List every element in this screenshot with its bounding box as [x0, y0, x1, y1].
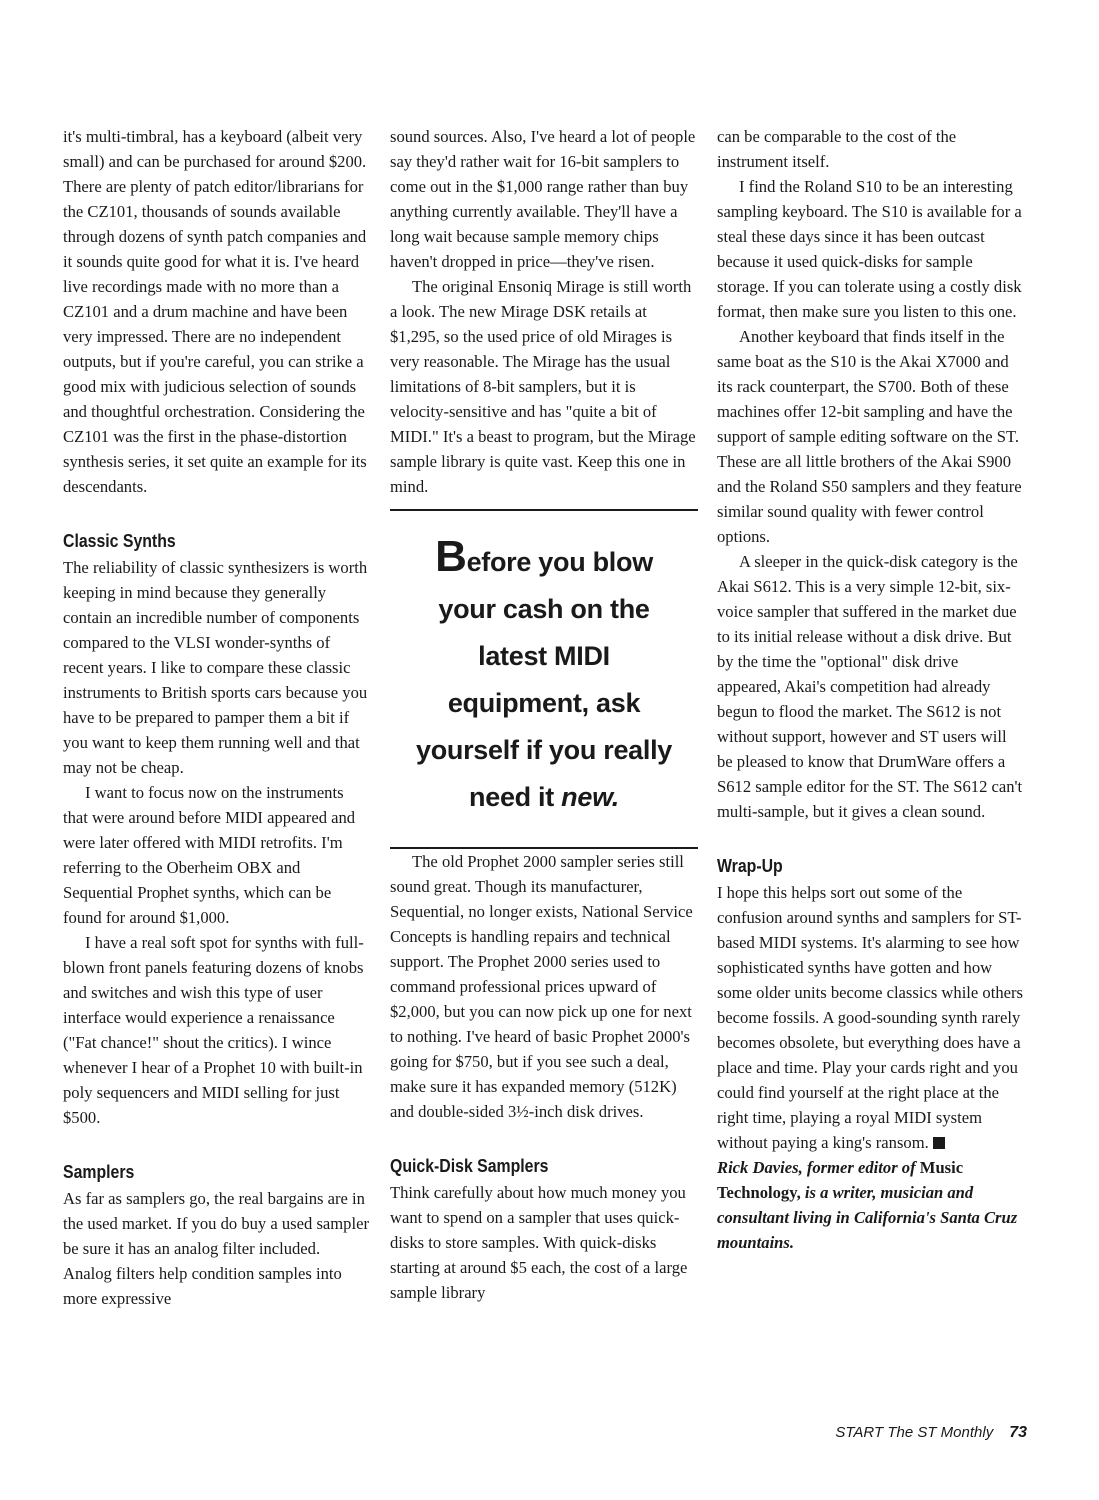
pull-quote-line: efore you blow [466, 547, 653, 577]
paragraph: sound sources. Also, I've heard a lot of people say they'd rather wait for 16-bit samplers to come out in the $1,000 range rather than buy anything currently available. They'll have a long wait because sample memory chips haven't dropped in price—they've risen. [390, 127, 696, 271]
paragraph: As far as samplers go, the real bargains are in the used market. If you do buy a used sampler be sure it has an analog filter included. Analog filters help condition samples into more expressive [63, 1189, 369, 1308]
column-2 [390, 124, 698, 1305]
section-heading-samplers: Samplers [63, 1162, 135, 1182]
paragraph: can be comparable to the cost of the instrument itself. [717, 127, 957, 171]
paragraph: A sleeper in the quick-disk category is the Akai S612. This is a very simple 12-bit, six-voice sampler that suffered in the market due to its initial release without a disk drive. But by the time the "optional" disk drive appeared, Akai's competition had already begun to flood the market. The S612 is not without support, however and ST users will be pleased to know that DrumWare offers a S612 sample editor for the ST. The S612 can't multi-sample, but it gives a clean sound. [717, 552, 1023, 821]
pull-quote-emphasis: new. [561, 782, 619, 812]
publication-name: START The ST Monthly [835, 1424, 994, 1441]
author-bio-text: is a writer, musician and consultant living in California's Santa Cruz mountains. [717, 1183, 1018, 1252]
pull-quote-line: your cash on the [438, 594, 650, 624]
section-heading-wrap-up: Wrap-Up [717, 856, 783, 876]
pull-quote-text [390, 511, 698, 847]
page-number: 73 [1009, 1424, 1027, 1441]
column-1 [63, 124, 371, 1311]
pull-quote-line: equipment, ask [447, 688, 641, 718]
pull-quote-line: latest MIDI [478, 641, 610, 671]
paragraph: I want to focus now on the instruments that were around before MIDI appeared and were later offered with MIDI retrofits. I'm referring to the Oberheim OBX and Sequential Prophet synths, which can be found for around $1,000. [63, 783, 356, 927]
paragraph: it's multi-timbral, has a keyboard (albeit very small) and can be purchased for around $200. There are plenty of patch editor/librarians for the CZ101, thousands of sounds available through dozens of synth patch companies and it sounds quite good for what it is. I've heard live recordings made with no more than a CZ101 and a drum machine and have been very impressed. There are no independent outputs, but if you're careful, you can strike a good mix with judicious selection of sounds and thoughtful orchestration. Considering the CZ101 was the first in the phase-distortion synthesis series, it set quite an example for its descendants. [63, 127, 367, 496]
column-3 [717, 124, 1025, 1255]
paragraph: The old Prophet 2000 sampler series still sound great. Though its manufacturer, Sequential, no longer exists, National Service Concepts is handling repairs and technical support. The Prophet 2000 series used to command professional prices upward of $2,000, but you can now pick up one for next to nothing. I've heard of basic Prophet 2000's going for $750, but if you see such a deal, make sure it has expanded memory (512K) and double-sided 3½-inch disk drives. [390, 852, 693, 1121]
page-footer [835, 1424, 1027, 1442]
section-heading-classic-synths: Classic Synths [63, 531, 176, 551]
pull-quote [390, 509, 698, 849]
paragraph: Think carefully about how much money you want to spend on a sampler that uses quick-disks to store samples. With quick-disks starting at around $5 each, the cost of a large sample library [390, 1183, 688, 1302]
section-heading-quick-disk-samplers: Quick-Disk Samplers [390, 1156, 549, 1176]
end-of-article-square-icon [933, 1137, 945, 1149]
pull-quote-line: yourself if you really [416, 735, 672, 765]
author-bio-text: Rick Davies, former editor of [717, 1158, 920, 1177]
paragraph: I have a real soft spot for synths with full-blown front panels featuring dozens of knobs and switches and wish this type of user interface would experience a renaissance ("Fat chance!" shout the critics). I wince whenever I hear of a Prophet 10 with built-in poly sequencers and MIDI selling for just $500. [63, 933, 364, 1127]
magazine-name: Music Technology, [717, 1158, 964, 1202]
final-paragraph-text: I hope this helps sort out some of the confusion around synths and samplers for ST-based MIDI systems. It's alarming to see how sophisticated synths have gotten and how some older units become classics while others become fossils. A good-sounding synth rarely becomes obsolete, but everything does have a place and time. Play your cards right and you could find yourself at the right place at the right time, playing a royal MIDI system without paying a king's ransom. [717, 883, 1023, 1152]
paragraph: Another keyboard that finds itself in the same boat as the S10 is the Akai X7000 and its rack counterpart, the S700. Both of these machines offer 12-bit sampling and have the support of sample editing software on the ST. These are all little brothers of the Akai S900 and the Roland S50 samplers and they feature similar sound quality with fewer control options. [717, 327, 1022, 546]
paragraph: The original Ensoniq Mirage is still worth a look. The new Mirage DSK retails at $1,295, so the used price of old Mirages is very reasonable. The Mirage has the usual limitations of 8-bit samplers, but it is velocity-sensitive and has "quite a bit of MIDI." It's a beast to program, but the Mirage sample library is quite vast. Keep this one in mind. [390, 277, 696, 496]
pull-quote-line: need it [469, 782, 562, 812]
paragraph: I find the Roland S10 to be an interesting sampling keyboard. The S10 is available for a steal these days since it has been outcast because it used quick-disks for sample storage. If you can tolerate using a costly disk format, then make sure you listen to this one. [717, 177, 1022, 321]
author-bio [717, 1155, 1025, 1255]
paragraph-final [717, 880, 1025, 1155]
paragraph: The reliability of classic synthesizers is worth keeping in mind because they generally contain an incredible number of components compared to the VLSI wonder-synths of recent years. I like to compare these classic instruments to British sports cars because you have to be prepared to pamper them a bit if you want to keep them running well and that may not be cheap. [63, 558, 368, 777]
pull-quote-initial: B [435, 532, 467, 581]
